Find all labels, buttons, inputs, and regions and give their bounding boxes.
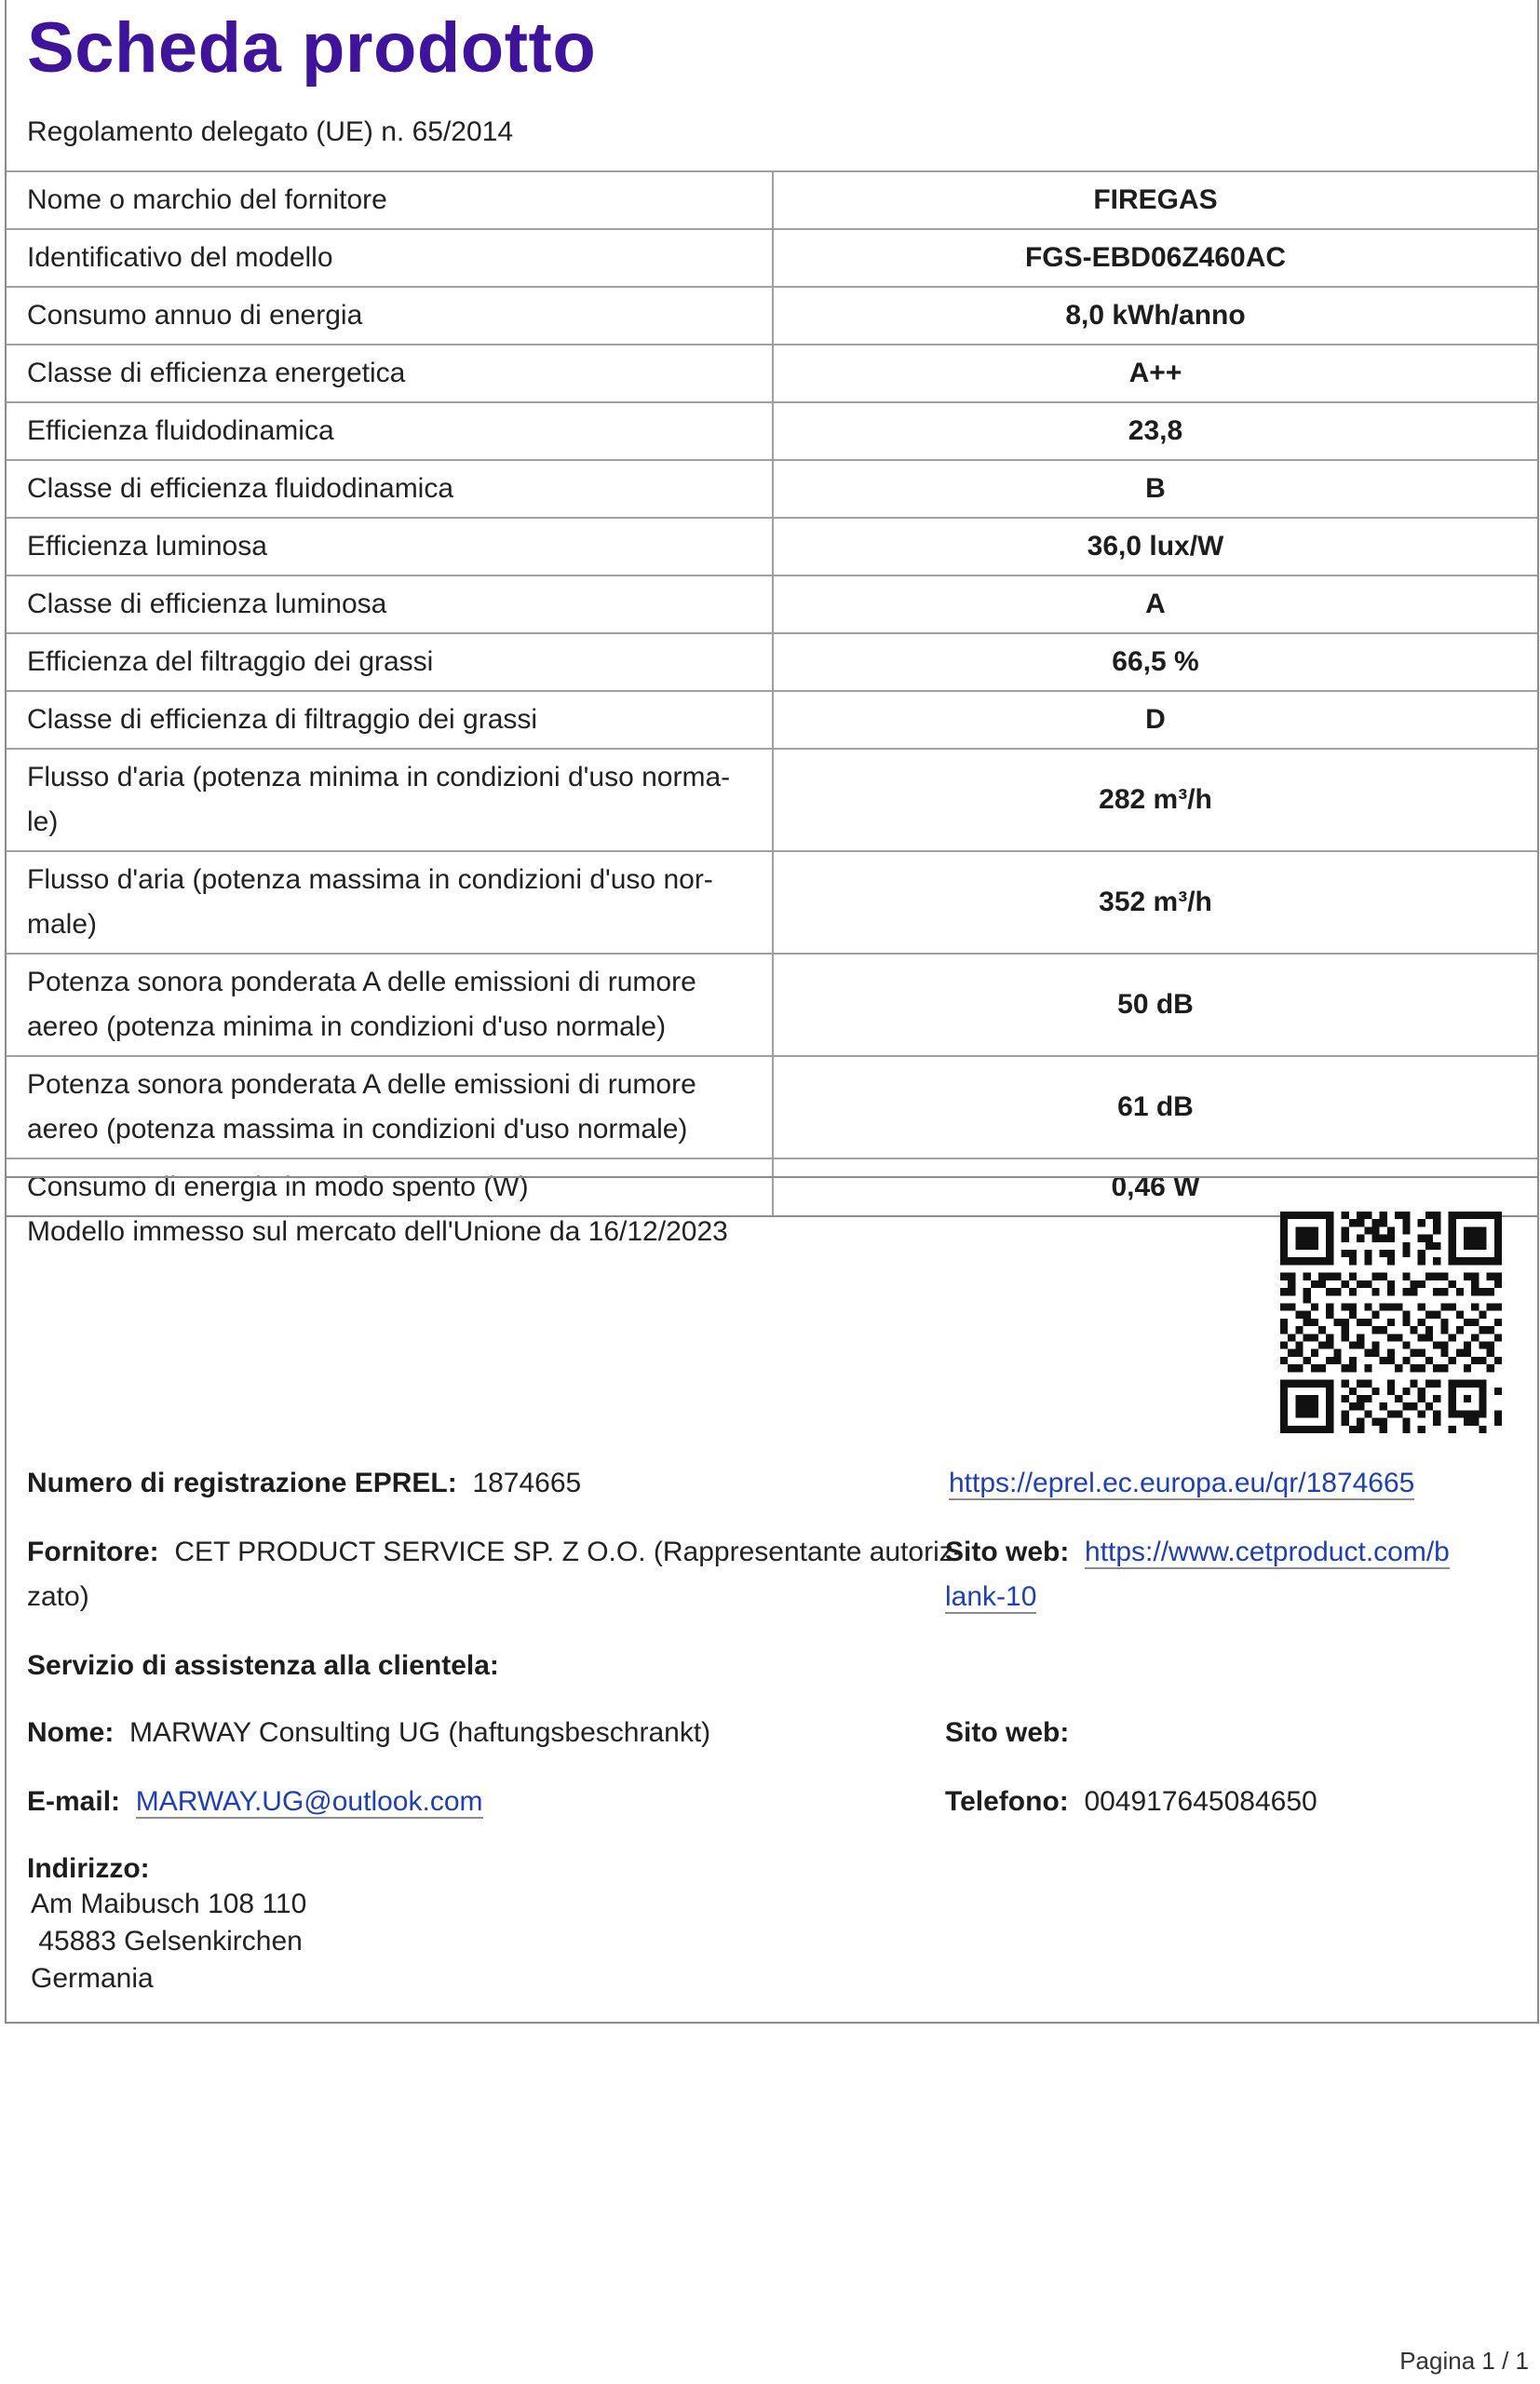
spec-label-line: Flusso d'aria (potenza massima in condizioni d'uso nor- (27, 864, 713, 895)
table-row (7, 1056, 1537, 1158)
market-placement-text: Modello immesso sul mercato dell'Unione da 16/12/2023 (27, 1216, 728, 1247)
spec-label (7, 749, 773, 851)
qr-code-icon[interactable] (1280, 1212, 1502, 1433)
table-row (7, 171, 1537, 229)
spec-value: 8,0 kWh/anno (773, 287, 1537, 345)
spec-label: Efficienza luminosa (7, 518, 773, 576)
address-line-3: Germania (31, 1963, 154, 1994)
spec-label-line: Flusso d'aria (potenza minima in condizioni d'uso norma- (27, 762, 731, 792)
page-number: Pagina 1 / 1 (1399, 2347, 1529, 2375)
spec-value: B (773, 460, 1537, 518)
spec-label: Consumo annuo di energia (7, 287, 773, 345)
spec-label-line: le) (27, 806, 59, 837)
spec-label: Classe di efficienza luminosa (7, 576, 773, 633)
table-row (7, 691, 1537, 749)
table-row (7, 749, 1537, 851)
table-row (7, 402, 1537, 460)
spec-value: A++ (773, 345, 1537, 402)
email-link[interactable]: MARWAY.UG@outlook.com (135, 1786, 483, 1817)
spec-label: Classe di efficienza energetica (7, 345, 773, 402)
supplier-site-label: Sito web: (945, 1537, 1070, 1567)
supplier-label: Fornitore: (27, 1537, 159, 1567)
spec-label-line: Potenza sonora ponderata A delle emissioni di rumore (27, 1069, 696, 1100)
spec-label-line: aereo (potenza massima in condizioni d'uso normale) (27, 1114, 688, 1145)
spec-value: FGS-EBD06Z460AC (773, 229, 1537, 287)
spec-value: 0,46 W (773, 1158, 1537, 1215)
email-label: E-mail: (27, 1786, 121, 1817)
spec-label: Nome o marchio del fornitore (7, 171, 773, 229)
name-value: MARWAY Consulting UG (haftungsbeschrankt) (129, 1717, 711, 1748)
address-heading (27, 1847, 150, 1891)
spec-value: D (773, 691, 1537, 749)
table-row (7, 460, 1537, 518)
address-line-1: Am Maibusch 108 110 (31, 1889, 307, 1919)
supplier-site-link-cont[interactable]: lank-10 (945, 1581, 1037, 1612)
eprel-registration (27, 1461, 581, 1506)
supplier-site-line-2 (945, 1575, 1036, 1619)
spec-value: 66,5 % (773, 633, 1537, 691)
supplier-line-1 (27, 1530, 963, 1575)
spec-label-line: aereo (potenza minima in condizioni d'uso normale) (27, 1011, 667, 1042)
table-row (7, 633, 1537, 691)
supplier-line-2: zato) (27, 1581, 89, 1612)
spec-value: 282 m³/h (773, 749, 1537, 851)
supplier-site-line-1 (945, 1530, 1450, 1575)
service-site (945, 1711, 1069, 1755)
spec-value: FIREGAS (773, 171, 1537, 229)
spec-table (7, 170, 1537, 1215)
spec-label (7, 954, 773, 1056)
name-label: Nome: (27, 1717, 115, 1748)
eprel-link[interactable]: https://eprel.ec.europa.eu/qr/1874665 (949, 1468, 1415, 1498)
address-line-2: 45883 Gelsenkirchen (31, 1926, 303, 1957)
spec-value: 352 m³/h (773, 851, 1537, 954)
supplier-value: CET PRODUCT SERVICE SP. Z O.O. (Rappresentante autoriz- (174, 1537, 963, 1567)
spec-label: Consumo di energia in modo spento (W) (7, 1158, 773, 1215)
service-name (27, 1711, 710, 1755)
spec-label: Classe di efficienza di filtraggio dei grassi (7, 691, 773, 749)
spec-value: 61 dB (773, 1056, 1537, 1158)
eprel-link-wrap (949, 1461, 1414, 1506)
table-row (7, 287, 1537, 345)
spec-label: Classe di efficienza fluidodinamica (7, 460, 773, 518)
spec-value: 50 dB (773, 954, 1537, 1056)
spec-label: Efficienza fluidodinamica (7, 402, 773, 460)
spec-label-line: male) (27, 909, 98, 940)
table-row (7, 576, 1537, 633)
supplier-info-box (5, 1176, 1539, 2024)
page-title: Scheda prodotto (27, 8, 597, 88)
eprel-label: Numero di registrazione EPREL: (27, 1468, 457, 1498)
table-row (7, 345, 1537, 402)
service-heading-text: Servizio di assistenza alla clientela: (27, 1650, 499, 1681)
spec-label (7, 851, 773, 954)
service-heading (27, 1644, 499, 1688)
spec-value: A (773, 576, 1537, 633)
table-row (7, 229, 1537, 287)
regulation-reference: Regolamento delegato (UE) n. 65/2014 (27, 116, 514, 147)
table-row (7, 518, 1537, 576)
spec-label (7, 1056, 773, 1158)
spec-value: 36,0 lux/W (773, 518, 1537, 576)
supplier-site-link[interactable]: https://www.cetproduct.com/b (1085, 1537, 1450, 1567)
spec-label: Identificativo del modello (7, 229, 773, 287)
product-sheet (5, 0, 1539, 1217)
table-row (7, 954, 1537, 1056)
service-site-label: Sito web: (945, 1717, 1070, 1748)
spec-value: 23,8 (773, 402, 1537, 460)
phone-label: Telefono: (945, 1786, 1069, 1817)
phone-value: 004917645084650 (1084, 1786, 1317, 1817)
service-phone (945, 1780, 1317, 1824)
service-email (27, 1780, 483, 1824)
eprel-number: 1874665 (472, 1468, 582, 1498)
spec-label: Efficienza del filtraggio dei grassi (7, 633, 773, 691)
address-label: Indirizzo: (27, 1853, 150, 1884)
spec-label-line: Potenza sonora ponderata A delle emissioni di rumore (27, 967, 696, 997)
table-row (7, 851, 1537, 954)
